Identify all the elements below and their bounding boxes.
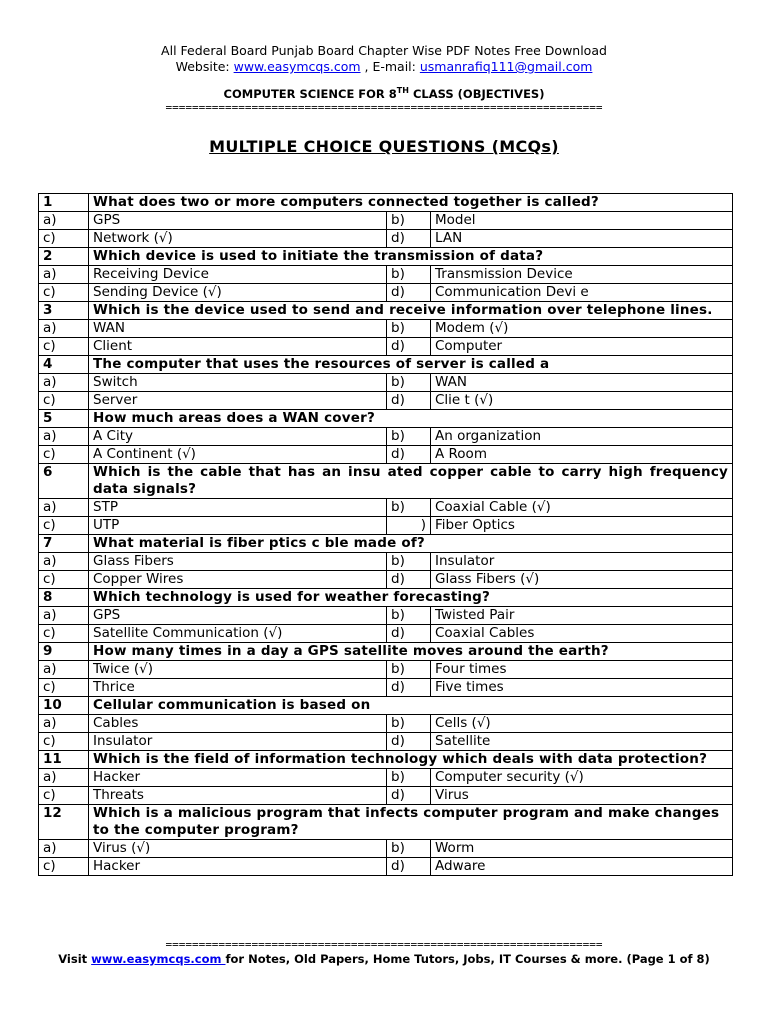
option-label-a: a) <box>39 769 89 787</box>
option-a: GPS <box>89 607 387 625</box>
option-label-d: d) <box>387 392 431 410</box>
option-d: Virus <box>431 787 733 805</box>
option-label-b: b) <box>387 661 431 679</box>
header-line: All Federal Board Punjab Board Chapter Wise PDF Notes Free Download <box>161 43 607 58</box>
option-label-c: c) <box>39 858 89 876</box>
question-row <box>39 805 733 840</box>
website-link[interactable]: www.easymcqs.com <box>233 59 361 74</box>
footer-rule: ================================================================== <box>165 938 603 951</box>
option-label-b: b) <box>387 320 431 338</box>
footer <box>0 952 768 966</box>
option-c: Satellite Communication (√) <box>89 625 387 643</box>
option-c: Insulator <box>89 733 387 751</box>
option-label-b: b) <box>387 607 431 625</box>
option-label-c: c) <box>39 571 89 589</box>
option-label-d: d) <box>387 446 431 464</box>
mcq-table <box>38 193 733 876</box>
option-d: LAN <box>431 230 733 248</box>
email-label: , E-mail: <box>360 59 420 74</box>
option-d: Adware <box>431 858 733 876</box>
question-row <box>39 194 733 212</box>
option-b: Insulator <box>431 553 733 571</box>
question-text: Which is the cable that has an insu ated copper cable to carry high frequency data signals? <box>89 464 733 499</box>
option-row-cd <box>39 858 733 876</box>
option-label-c: c) <box>39 284 89 302</box>
option-b: Model <box>431 212 733 230</box>
option-label-a: a) <box>39 320 89 338</box>
option-label-a: a) <box>39 374 89 392</box>
option-label-d: ) <box>387 517 431 535</box>
option-a: A City <box>89 428 387 446</box>
option-c: Sending Device (√) <box>89 284 387 302</box>
option-label-c: c) <box>39 338 89 356</box>
option-d: Computer <box>431 338 733 356</box>
option-row-ab <box>39 715 733 733</box>
option-d: A Room <box>431 446 733 464</box>
option-c: Hacker <box>89 858 387 876</box>
option-label-d: d) <box>387 230 431 248</box>
question-number: 10 <box>39 697 89 715</box>
option-b: Cells (√) <box>431 715 733 733</box>
option-row-ab <box>39 428 733 446</box>
contact-line <box>0 59 768 74</box>
question-row <box>39 464 733 499</box>
option-row-cd <box>39 338 733 356</box>
option-label-a: a) <box>39 428 89 446</box>
question-row <box>39 248 733 266</box>
option-a: Hacker <box>89 769 387 787</box>
option-label-d: d) <box>387 571 431 589</box>
option-label-c: c) <box>39 679 89 697</box>
option-row-cd <box>39 679 733 697</box>
option-b: Modem (√) <box>431 320 733 338</box>
question-row <box>39 751 733 769</box>
subject-suffix: CLASS (OBJECTIVES) <box>408 86 545 101</box>
option-c: Thrice <box>89 679 387 697</box>
page-title <box>0 137 768 156</box>
option-row-cd <box>39 787 733 805</box>
question-row <box>39 697 733 715</box>
option-row-cd <box>39 571 733 589</box>
option-b: Worm <box>431 840 733 858</box>
question-text: The computer that uses the resources of server is called a <box>89 356 733 374</box>
option-c: Server <box>89 392 387 410</box>
option-row-ab <box>39 553 733 571</box>
option-label-d: d) <box>387 733 431 751</box>
question-number: 8 <box>39 589 89 607</box>
option-a: Virus (√) <box>89 840 387 858</box>
question-number: 9 <box>39 643 89 661</box>
option-d: Fiber Optics <box>431 517 733 535</box>
option-b: Twisted Pair <box>431 607 733 625</box>
option-label-b: b) <box>387 553 431 571</box>
option-label-a: a) <box>39 499 89 517</box>
option-row-ab <box>39 374 733 392</box>
option-row-ab <box>39 499 733 517</box>
option-a: Glass Fibers <box>89 553 387 571</box>
question-row <box>39 535 733 553</box>
option-label-d: d) <box>387 625 431 643</box>
website-label: Website: <box>175 59 234 74</box>
option-a: GPS <box>89 212 387 230</box>
question-number: 12 <box>39 805 89 840</box>
footer-website-link[interactable]: www.easymcqs.com <box>91 952 226 966</box>
option-c: A Continent (√) <box>89 446 387 464</box>
question-number: 7 <box>39 535 89 553</box>
option-a: Receiving Device <box>89 266 387 284</box>
option-c: UTP <box>89 517 387 535</box>
option-d: Glass Fibers (√) <box>431 571 733 589</box>
option-row-ab <box>39 840 733 858</box>
option-row-ab <box>39 266 733 284</box>
option-d: Coaxial Cables <box>431 625 733 643</box>
question-number: 4 <box>39 356 89 374</box>
question-text: Which is the field of information technology which deals with data protection? <box>89 751 733 769</box>
subject-heading <box>0 86 768 101</box>
option-a: WAN <box>89 320 387 338</box>
option-label-c: c) <box>39 392 89 410</box>
option-a: Cables <box>89 715 387 733</box>
option-b: Four times <box>431 661 733 679</box>
option-label-c: c) <box>39 787 89 805</box>
footer-prefix: Visit <box>58 952 92 966</box>
option-d: Clie t (√) <box>431 392 733 410</box>
question-row <box>39 356 733 374</box>
question-row <box>39 589 733 607</box>
footer-text: for Notes, Old Papers, Home Tutors, Jobs, IT Courses & more. (Page 1 of 8) <box>225 952 710 966</box>
option-row-ab <box>39 320 733 338</box>
option-label-b: b) <box>387 266 431 284</box>
option-b: Transmission Device <box>431 266 733 284</box>
option-label-d: d) <box>387 338 431 356</box>
option-label-a: a) <box>39 715 89 733</box>
option-label-c: c) <box>39 517 89 535</box>
option-b: Computer security (√) <box>431 769 733 787</box>
option-label-d: d) <box>387 679 431 697</box>
option-label-a: a) <box>39 266 89 284</box>
option-row-cd <box>39 446 733 464</box>
option-label-a: a) <box>39 212 89 230</box>
option-b: An organization <box>431 428 733 446</box>
subject-superscript: TH <box>396 86 409 95</box>
option-label-b: b) <box>387 212 431 230</box>
question-text: What material is fiber ptics c ble made of? <box>89 535 733 553</box>
option-row-ab <box>39 607 733 625</box>
question-text: Which is a malicious program that infects computer program and make changes to the computer program? <box>89 805 733 840</box>
option-label-a: a) <box>39 553 89 571</box>
question-row <box>39 410 733 428</box>
option-c: Copper Wires <box>89 571 387 589</box>
option-row-cd <box>39 625 733 643</box>
question-number: 5 <box>39 410 89 428</box>
option-label-a: a) <box>39 840 89 858</box>
option-label-d: d) <box>387 787 431 805</box>
option-b: Coaxial Cable (√) <box>431 499 733 517</box>
option-row-ab <box>39 212 733 230</box>
question-row <box>39 643 733 661</box>
question-text: Which is the device used to send and receive information over telephone lines. <box>89 302 733 320</box>
option-d: Five times <box>431 679 733 697</box>
subject-prefix: COMPUTER SCIENCE FOR 8 <box>223 86 397 101</box>
question-text: Which technology is used for weather forecasting? <box>89 589 733 607</box>
option-label-b: b) <box>387 715 431 733</box>
option-row-ab <box>39 769 733 787</box>
option-label-c: c) <box>39 733 89 751</box>
question-number: 1 <box>39 194 89 212</box>
option-a: Twice (√) <box>89 661 387 679</box>
option-label-a: a) <box>39 661 89 679</box>
option-c: Client <box>89 338 387 356</box>
separator-rule: ================================================================== <box>165 101 603 114</box>
page-title-text: MULTIPLE CHOICE QUESTIONS (MCQs) <box>209 137 559 156</box>
option-label-d: d) <box>387 284 431 302</box>
option-d: Communication Devi e <box>431 284 733 302</box>
option-label-c: c) <box>39 625 89 643</box>
question-text: How many times in a day a GPS satellite moves around the earth? <box>89 643 733 661</box>
question-text: How much areas does a WAN cover? <box>89 410 733 428</box>
option-label-b: b) <box>387 840 431 858</box>
option-label-a: a) <box>39 607 89 625</box>
option-label-b: b) <box>387 428 431 446</box>
question-number: 3 <box>39 302 89 320</box>
option-label-d: d) <box>387 858 431 876</box>
option-d: Satellite <box>431 733 733 751</box>
option-c: Network (√) <box>89 230 387 248</box>
email-link[interactable]: usmanrafiq111@gmail.com <box>419 59 593 74</box>
question-number: 2 <box>39 248 89 266</box>
option-row-cd <box>39 517 733 535</box>
option-label-b: b) <box>387 374 431 392</box>
option-row-cd <box>39 230 733 248</box>
question-text: Which device is used to initiate the transmission of data? <box>89 248 733 266</box>
option-label-c: c) <box>39 446 89 464</box>
option-b: WAN <box>431 374 733 392</box>
option-row-cd <box>39 284 733 302</box>
option-row-cd <box>39 392 733 410</box>
question-text: Cellular communication is based on <box>89 697 733 715</box>
option-c: Threats <box>89 787 387 805</box>
option-row-ab <box>39 661 733 679</box>
question-row <box>39 302 733 320</box>
question-number: 6 <box>39 464 89 499</box>
option-label-b: b) <box>387 499 431 517</box>
option-label-c: c) <box>39 230 89 248</box>
option-label-b: b) <box>387 769 431 787</box>
option-row-cd <box>39 733 733 751</box>
question-text: What does two or more computers connected together is called? <box>89 194 733 212</box>
question-number: 11 <box>39 751 89 769</box>
option-a: STP <box>89 499 387 517</box>
option-a: Switch <box>89 374 387 392</box>
